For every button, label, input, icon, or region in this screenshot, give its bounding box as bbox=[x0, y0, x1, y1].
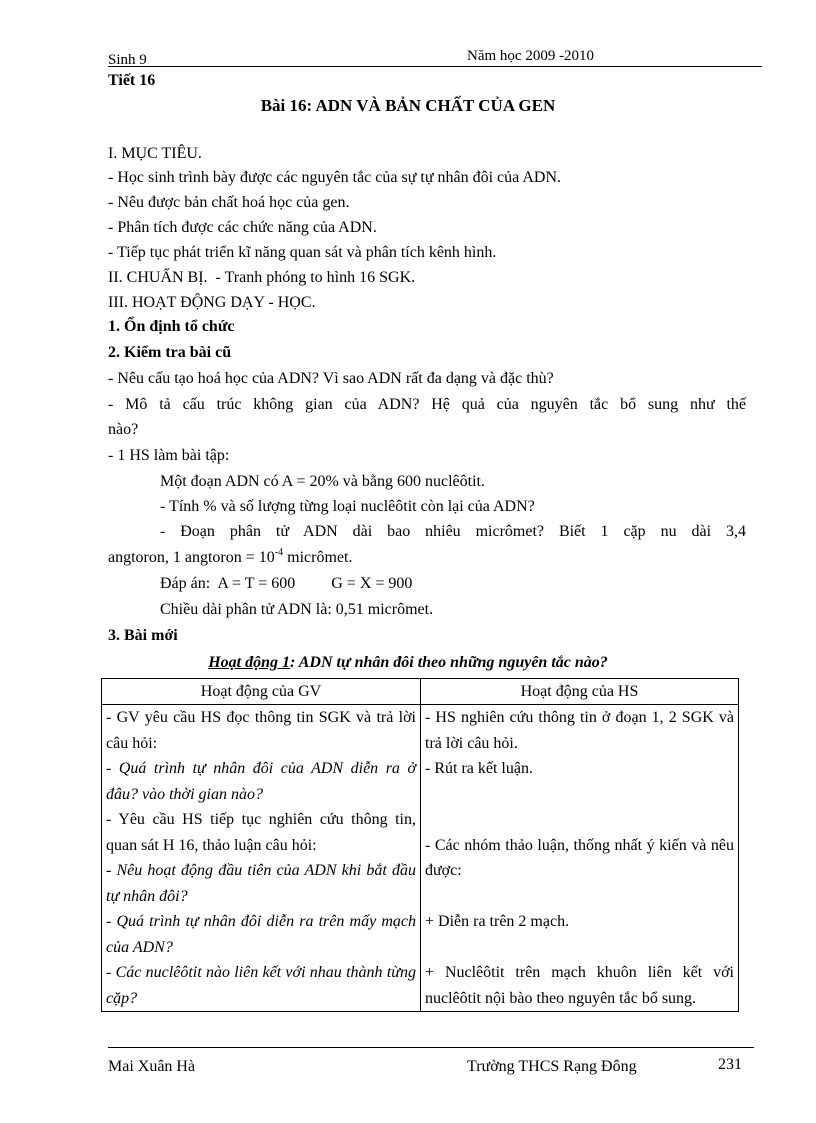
gv-question: - Nêu hoạt động đầu tiên của ADN khi bắt đầu tự nhân đôi? bbox=[106, 862, 416, 905]
gv-question: - Các nuclêôtit nào liên kết với nhau thành từng cặp? bbox=[106, 964, 416, 1007]
hs-line: - HS nghiên cứu thông tin ở đoạn 1, 2 SGK và trả lời câu hỏi. bbox=[425, 709, 734, 752]
exercise-line-3-cont bbox=[108, 549, 352, 567]
answer-line-2: Chiều dài phân tử ADN là: 0,51 micrômet. bbox=[160, 601, 434, 618]
header-subject: Sinh 9 bbox=[108, 52, 147, 68]
hs-line: + Diễn ra trên 2 mạch. bbox=[425, 913, 570, 930]
hs-cell bbox=[421, 705, 739, 1012]
check-question-3: - 1 HS làm bài tập: bbox=[108, 447, 230, 464]
hs-line: + Nuclêôtit trên mạch khuôn liên kết với nuclêôtit nội bào theo nguyên tắc bổ sung. bbox=[425, 964, 734, 1007]
exercise-line-1: Một đoạn ADN có A = 20% và bằng 600 nuclêôtit. bbox=[160, 473, 485, 490]
page-number: 231 bbox=[718, 1056, 742, 1073]
gv-question: - Quá trình tự nhân đôi của ADN diễn ra ở đâu? vào thời gian nào? bbox=[106, 760, 416, 803]
objective-item: - Nêu được bản chất hoá học của gen. bbox=[108, 194, 350, 211]
footer-school: Trường THCS Rạng Đông bbox=[467, 1058, 637, 1075]
exponent: -4 bbox=[274, 547, 284, 558]
exercise-unit-end: micrômet. bbox=[283, 549, 353, 566]
exercise-line-3: - Đoạn phân tử ADN dài bao nhiêu micrômet? Biết 1 cặp nu dài 3,4 bbox=[160, 523, 746, 540]
gv-line: - GV yêu cầu HS đọc thông tin SGK và trả lời câu hỏi: bbox=[106, 709, 416, 752]
footer-rule bbox=[108, 1047, 754, 1048]
section-heading-3: 3. Bài mới bbox=[108, 627, 178, 644]
page-title: Bài 16: ADN VÀ BẢN CHẤT CỦA GEN bbox=[260, 96, 556, 115]
activity-table bbox=[101, 678, 739, 1012]
check-question-2-cont: nào? bbox=[108, 421, 139, 438]
exercise-unit-text: angtoron, 1 angtoron = 10 bbox=[108, 549, 275, 566]
gv-question: - Quá trình tự nhân đôi diễn ra trên mấy mạch của ADN? bbox=[106, 913, 416, 956]
col-header-hs: Hoạt động của HS bbox=[421, 679, 739, 705]
activity-1-title: : ADN tự nhân đôi theo những nguyên tắc nào? bbox=[290, 654, 608, 671]
header-rule bbox=[108, 66, 762, 67]
gv-line: - Yêu cầu HS tiếp tục nghiên cứu thông tin, quan sát H 16, thảo luận câu hỏi: bbox=[106, 811, 416, 854]
hs-line: - Các nhóm thảo luận, thống nhất ý kiến và nêu được: bbox=[425, 836, 734, 879]
section-heading-1: 1. Ổn định tổ chức bbox=[108, 318, 235, 335]
lesson-number: Tiết 16 bbox=[108, 72, 156, 89]
objective-item: - Phân tích được các chức năng của ADN. bbox=[108, 219, 377, 236]
preparation-line bbox=[108, 269, 415, 287]
objective-item: - Học sinh trình bày được các nguyên tắc của sự tự nhân đôi của ADN. bbox=[108, 169, 562, 186]
spacer bbox=[425, 935, 734, 961]
exercise-line-2: - Tính % và số lượng từng loại nuclêôtit còn lại của ADN? bbox=[160, 498, 535, 515]
activities-heading: III. HOẠT ĐỘNG DẠY - HỌC. bbox=[108, 294, 316, 311]
header-year: Năm học 2009 -2010 bbox=[467, 48, 595, 64]
section-heading-2: 2. Kiểm tra bài cũ bbox=[108, 344, 232, 361]
check-question-2: - Mô tả cấu trúc không gian của ADN? Hệ quả của nguyên tắc bổ sung như thế bbox=[108, 396, 746, 413]
preparation-text: - Tranh phóng to hình 16 SGK. bbox=[215, 269, 416, 286]
check-question-1: - Nêu cấu tạo hoá học của ADN? Vì sao ADN rất đa dạng và đặc thù? bbox=[108, 370, 554, 387]
hs-line: - Rút ra kết luận. bbox=[425, 760, 533, 777]
objective-item: - Tiếp tục phát triển kĩ năng quan sát và phân tích kênh hình. bbox=[108, 244, 497, 261]
spacer bbox=[425, 884, 734, 910]
footer-author: Mai Xuân Hà bbox=[108, 1058, 196, 1075]
col-header-gv: Hoạt động của GV bbox=[102, 679, 421, 705]
activity-1-heading bbox=[0, 654, 816, 672]
answer-line-1: Đáp án: A = T = 600 G = X = 900 bbox=[160, 575, 413, 592]
preparation-heading: II. CHUẨN BỊ. bbox=[108, 269, 208, 286]
spacer bbox=[425, 782, 734, 808]
gv-cell bbox=[102, 705, 421, 1012]
objectives-heading: I. MỤC TIÊU. bbox=[108, 145, 202, 162]
spacer bbox=[425, 807, 734, 833]
activity-1-label: Hoạt động 1 bbox=[208, 654, 291, 671]
